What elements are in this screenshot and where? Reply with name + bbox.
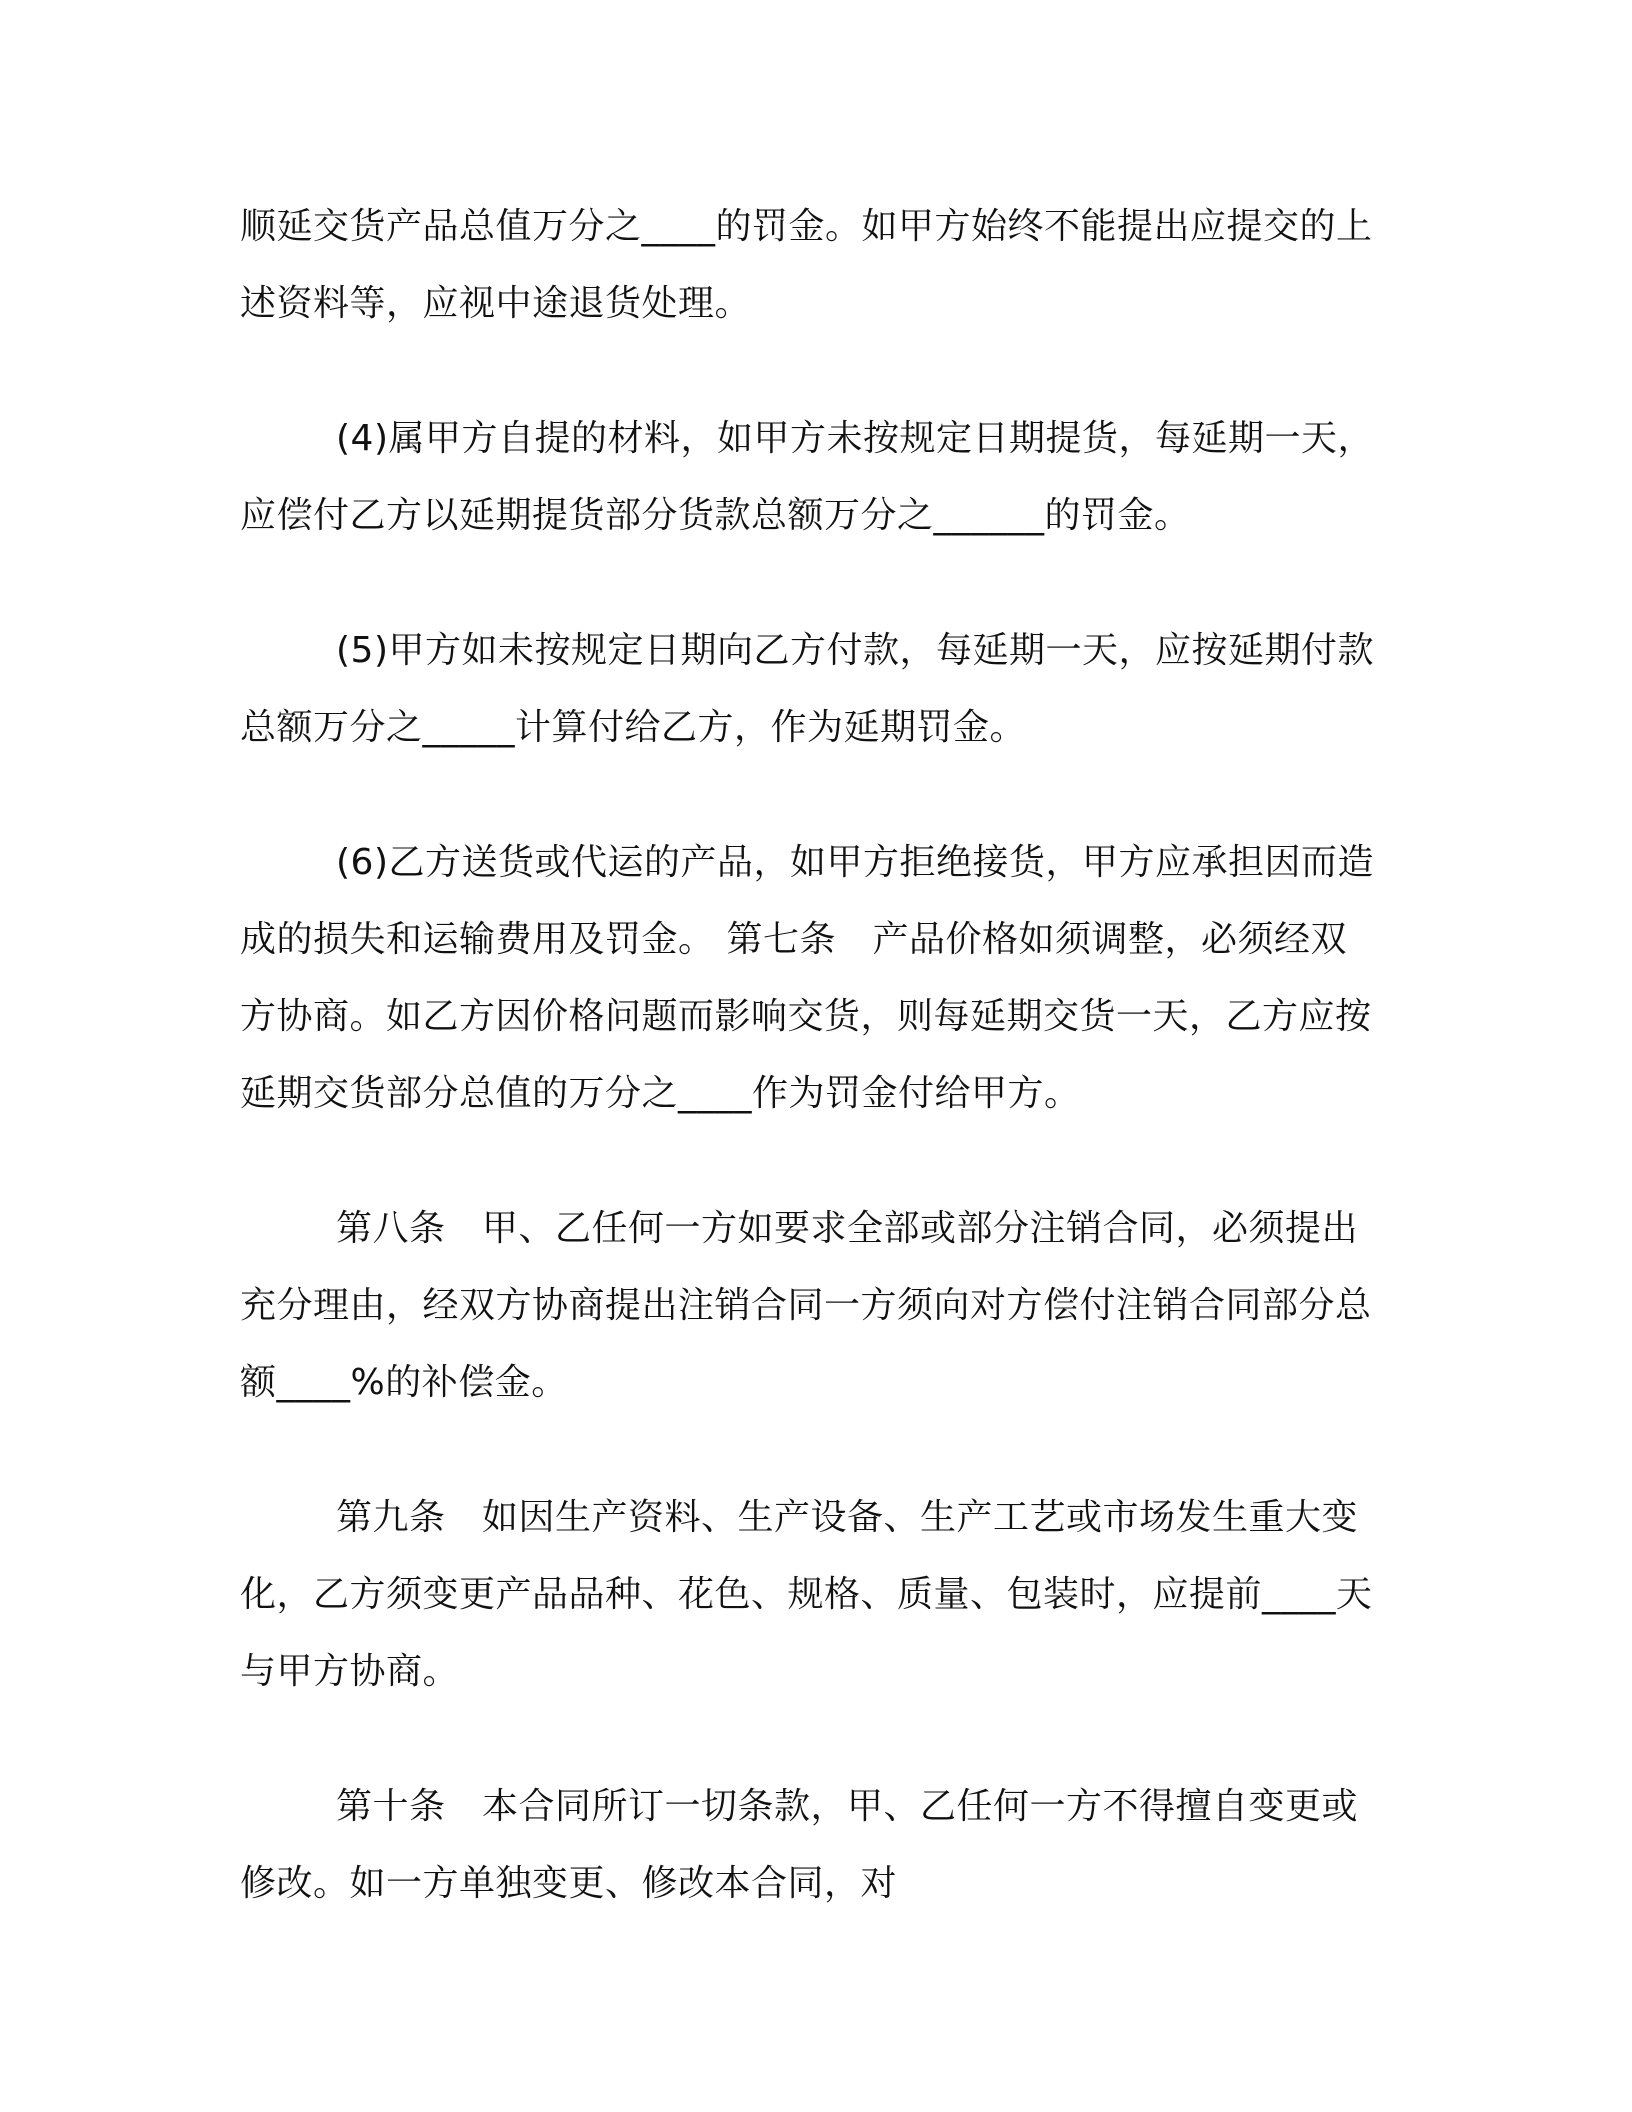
- paragraph-clause-5: (5)甲方如未按规定日期向乙方付款，每延期一天，应按延期付款总额万分之_____计算付给乙方，作为延期罚金。: [240, 630, 1374, 748]
- paragraph-article-8: 第八条 甲、乙任何一方如要求全部或部分注销合同，必须提出充分理由，经双方协商提出注销合同一方须向对方偿付注销合同部分总额____%的补偿金。: [240, 1208, 1372, 1403]
- paragraph-clause-6-article-7: (6)乙方送货或代运的产品，如甲方拒绝接货，甲方应承担因而造成的损失和运输费用及罚金。 第七条 产品价格如须调整，必须经双方协商。如乙方因价格问题而影响交货，则每延期交货一天，乙方应按延期交货部分总值的万分之____作为罚金付给甲方。: [240, 842, 1374, 1114]
- document-body: [240, 188, 1380, 1980]
- paragraph-clause-4: (4)属甲方自提的材料，如甲方未按规定日期提货，每延期一天，应偿付乙方以延期提货部分货款总额万分之______的罚金。: [240, 418, 1374, 536]
- paragraph-article-10: 第十条 本合同所订一切条款，甲、乙任何一方不得擅自变更或修改。如一方单独变更、修改本合同，对: [240, 1786, 1359, 1904]
- paragraph-penalty-continuation: 顺延交货产品总值万分之____的罚金。如甲方始终不能提出应提交的上述资料等，应视中途退货处理。: [240, 206, 1373, 324]
- paragraph-article-9: 第九条 如因生产资料、生产设备、生产工艺或市场发生重大变化，乙方须变更产品品种、花色、规格、质量、包装时，应提前____天与甲方协商。: [240, 1497, 1373, 1692]
